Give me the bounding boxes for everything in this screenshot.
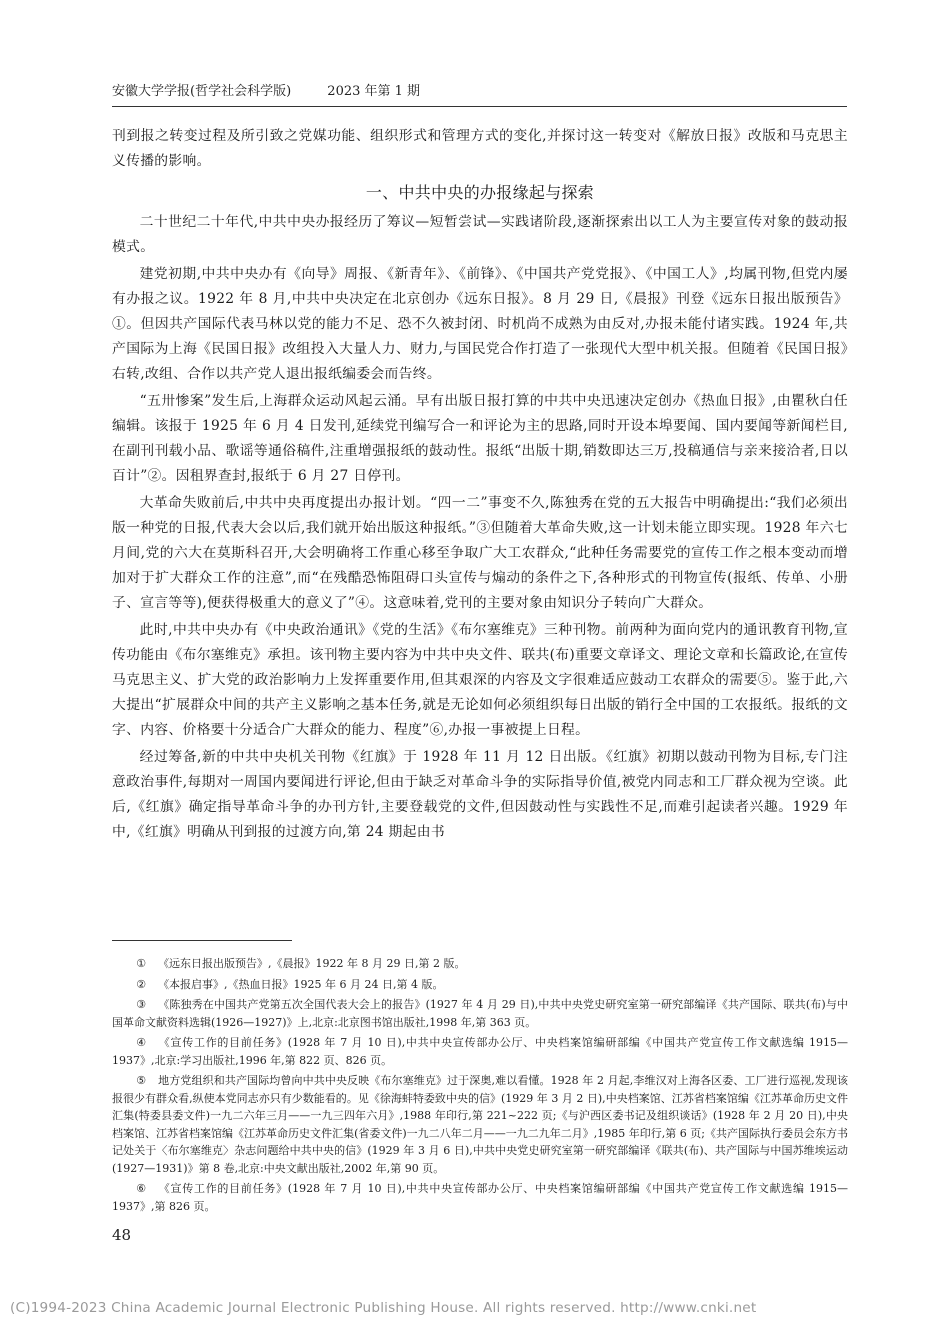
footnote-mark: ① <box>136 957 147 970</box>
footnote <box>112 1034 848 1069</box>
footnote-text: 《陈独秀在中国共产党第五次全国代表大会上的报告》(1927 年 4 月 29 日),中共中央党史研究室第一研究部编译《共产国际、联共(布)与中国革命文献资料选辑(1926—1927)》上,北京:北京图书馆出版社,1998 年,第 363 页。 <box>112 998 848 1029</box>
intro-paragraph: 刊到报之转变过程及所引致之党媒功能、组织形式和管理方式的变化,并探讨这一转变对《解放日报》改版和马克思主义传播的影响。 <box>112 128 848 169</box>
footnote-text: 《宣传工作的目前任务》(1928 年 7 月 10 日),中共中央宣传部办公厅、中央档案馆编研部编《中国共产党宣传工作文献选编 1915—1937》,第 826 页。 <box>112 1182 848 1213</box>
footnote-divider <box>112 940 292 941</box>
footnote-mark: ⑤ <box>136 1074 147 1087</box>
footnote <box>112 1072 848 1177</box>
footnote-text: 《本报启事》,《热血日报》1925 年 6 月 24 日,第 4 版。 <box>158 977 444 991</box>
body-paragraph: 建党初期,中共中央办有《向导》周报、《新青年》、《前锋》、《中国共产党党报》、《中国工人》,均属刊物,但党内屡有办报之议。1922 年 8 月,中共中央决定在北京创办《远东日报》。8 月 29 日,《晨报》刊登《远东日报出版预告》①。但因共产国际代表马林以党的能力不足、恐不久被封闭、时机尚不成熟为由反对,办报未能付诸实践。1924 年,共产国际为上海《民国日报》改组投入大量人力、财力,与国民党合作打造了一张现代大型中机关报。但随着《民国日报》右转,改组、合作以共产党人退出报纸编委会而告终。 <box>112 266 848 382</box>
body-paragraph: 二十世纪二十年代,中共中央办报经历了筹议—短暂尝试—实践诸阶段,逐渐探索出以工人为主要宣传对象的鼓动报模式。 <box>112 214 848 255</box>
body-paragraph: 此时,中共中央办有《中央政治通讯》《党的生活》《布尔塞维克》三种刊物。前两种为面向党内的通讯教育刊物,宣传功能由《布尔塞维克》承担。该刊物主要内容为中共中央文件、联共(布)重要文章译文、理论文章和长篇政论,在宣传马克思主义、扩大党的政治影响力上发挥重要作用,但其艰深的内容及文字很难适应鼓动工农群众的需要⑤。鉴于此,六大提出“扩展群众中间的共产主义影响之基本任务,就是无论如何必须组织每日出版的销行全中国的工农报纸。报纸的文字、内容、价格要十分适合广大群众的能力、程度”⑥,办报一事被提上日程。 <box>112 622 848 738</box>
article-body <box>112 124 848 847</box>
footnote-text: 《宣传工作的目前任务》(1928 年 7 月 10 日),中共中央宣传部办公厅、中央档案馆编研部编《中国共产党宣传工作文献选编 1915—1937》,北京:学习出版社,1996 年,第 822 页、826 页。 <box>112 1036 848 1067</box>
footnote <box>112 1180 848 1215</box>
footnote <box>112 976 848 994</box>
body-paragraph: 经过筹备,新的中共中央机关刊物《红旗》于 1928 年 11 月 12 日出版。《红旗》初期以鼓动刊物为目标,专门注意政治事件,每期对一周国内要闻进行评论,但由于缺乏对革命斗争的实际指导价值,被党内同志和工厂群众视为空谈。此后,《红旗》确定指导革命斗争的办刊方针,主要登载党的文件,但因鼓动性与实践性不足,而难引起读者兴趣。1929 年中,《红旗》明确从刊到报的过渡方向,第 24 期起由书 <box>112 749 848 840</box>
page-number: 48 <box>112 1226 132 1244</box>
footnote-mark: ⑥ <box>136 1182 147 1195</box>
footnote <box>112 955 848 973</box>
footnote <box>112 996 848 1031</box>
footnote-mark: ③ <box>136 998 147 1011</box>
header-divider <box>112 106 847 107</box>
footnote-text: 地方党组织和共产国际均曾向中共中央反映《布尔塞维克》过于深奥,难以看懂。1928 年 2 月起,李维汉对上海各区委、工厂进行巡视,发现该报很少有群众看,纵使本党同志亦只有少数能看的。见《徐海蚌特委致中央的信》(1929 年 3 月 2 日),中央档案馆、江苏省档案馆编《江苏革命历史文件汇集(特委县委文件)一九二六年三月——一九三四年六月》,1988 年印行,第 221~222 页;《与沪西区委书记及组织谈话》(1928 年 2 月 20 日),中央档案馆、江苏省档案馆编《江苏革命历史文件汇集(省委文件)一九二八年二月——一九二九年二月》,1985 年印行,第 6 页;《共产国际执行委员会东方书记处关于〈布尔塞维克〉杂志问题给中共中央的信》(1929 年 3 月 6 日),中共中央党史研究室第一研究部编译《联共(布)、共产国际与中国苏维埃运动(1927—1931)》第 8 卷,北京:中央文献出版社,2002 年,第 90 页。 <box>112 1074 848 1175</box>
copyright-notice: (C)1994-2023 China Academic Journal Electronic Publishing House. All rights reserved. http://www.cnki.net <box>10 1300 757 1316</box>
footnote-mark: ② <box>136 977 147 991</box>
body-paragraph: 大革命失败前后,中共中央再度提出办报计划。“四一二”事变不久,陈独秀在党的五大报告中明确提出:“我们必须出版一种党的日报,代表大会以后,我们就开始出版这种报纸。”③但随着大革命失败,这一计划未能立即实现。1928 年六七月间,党的六大在莫斯科召开,大会明确将工作重心移至争取广大工农群众,“此种任务需要党的宣传工作之根本变动而增加对于扩大群众工作的注意”,而“在残酷恐怖阻碍口头宣传与煽动的条件之下,各种形式的刊物宣传(报纸、传单、小册子、宣言等等),便获得极重大的意义了”④。这意味着,党刊的主要对象由知识分子转向广大群众。 <box>112 495 848 611</box>
footnote-mark: ④ <box>136 1036 147 1049</box>
footnotes <box>112 955 848 1218</box>
section-title: 一、中共中央的办报缘起与探索 <box>365 183 595 202</box>
running-header <box>112 80 848 99</box>
journal-name: 安徽大学学报(哲学社会科学版) <box>112 84 292 99</box>
body-paragraph: “五卅惨案”发生后,上海群众运动风起云涌。早有出版日报打算的中共中央迅速决定创办《热血日报》,由瞿秋白任编辑。该报于 1925 年 6 月 4 日发刊,延续党刊编写合一和评论为主的思路,同时开设本埠要闻、国内要闻等新闻栏目,在副刊刊载小品、歌谣等通俗稿件,注重增强报纸的鼓动性。报纸“出版十期,销数即达三万,投稿通信与亲来接洽者,日以百计”②。因租界查封,报纸于 6 月 27 日停刊。 <box>112 393 848 484</box>
footnote-text: 《远东日报出版预告》,《晨报》1922 年 8 月 29 日,第 2 版。 <box>158 957 466 970</box>
issue-label: 2023 年第 1 期 <box>327 84 421 99</box>
